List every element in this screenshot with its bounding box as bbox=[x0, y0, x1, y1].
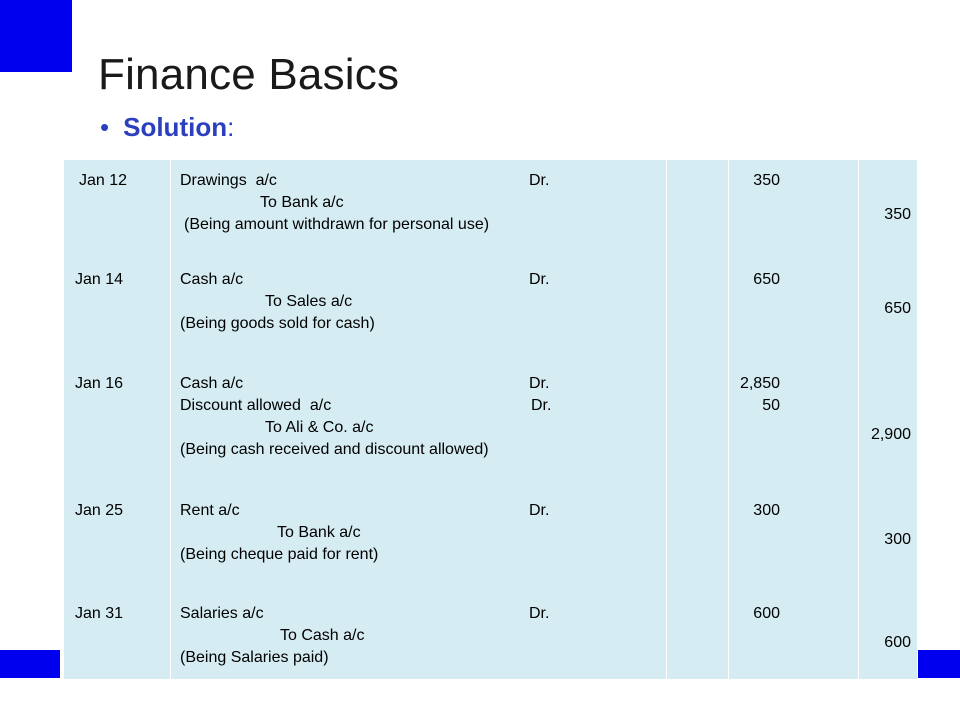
debit-amount: 50 bbox=[762, 397, 780, 414]
entry-date-text: Jan 25 bbox=[75, 502, 124, 519]
credit-account: To Bank a/c bbox=[277, 524, 361, 541]
entry-date-text: Jan 14 bbox=[75, 271, 124, 288]
debit-amount: 350 bbox=[753, 172, 780, 189]
bullet-dot-icon: • bbox=[100, 112, 110, 142]
dr-marker: Dr. bbox=[531, 397, 552, 414]
entry-date bbox=[64, 269, 171, 291]
dr-marker: Dr. bbox=[529, 502, 550, 519]
narration: (Being Salaries paid) bbox=[180, 649, 329, 666]
debit-amount: 2,850 bbox=[739, 375, 780, 392]
debit-account-line bbox=[180, 170, 550, 192]
entry-particulars bbox=[180, 373, 552, 461]
debit-amount: 300 bbox=[753, 502, 780, 519]
credit-amount: 350 bbox=[884, 206, 911, 223]
entry-date bbox=[64, 500, 171, 522]
debit-account-line bbox=[180, 395, 552, 417]
accent-block-top bbox=[0, 0, 72, 72]
entry-particulars bbox=[180, 603, 550, 669]
credit-account: To Ali & Co. a/c bbox=[265, 419, 374, 436]
credit-amount: 2,900 bbox=[870, 426, 911, 443]
accent-bar-right bbox=[918, 650, 960, 678]
entry-particulars bbox=[180, 269, 550, 335]
narration: (Being goods sold for cash) bbox=[180, 315, 375, 332]
debit-account: Cash a/c bbox=[180, 375, 244, 392]
debit-amount: 650 bbox=[753, 271, 780, 288]
debit-account-line bbox=[180, 373, 550, 395]
narration: (Being amount withdrawn for personal use) bbox=[184, 216, 490, 233]
debit-account: Discount allowed a/c bbox=[180, 397, 332, 414]
dr-marker: Dr. bbox=[529, 605, 550, 622]
debit-amount: 600 bbox=[753, 605, 780, 622]
column-date bbox=[64, 160, 171, 679]
credit-amount: 300 bbox=[884, 531, 911, 548]
debit-account: Rent a/c bbox=[180, 502, 240, 519]
credit-account: To Cash a/c bbox=[280, 627, 365, 644]
dr-marker: Dr. bbox=[529, 375, 550, 392]
debit-account: Drawings a/c bbox=[180, 172, 277, 189]
entry-date-text: Jan 31 bbox=[75, 605, 124, 622]
narration: (Being cash received and discount allowed) bbox=[180, 441, 489, 458]
debit-account: Cash a/c bbox=[180, 271, 244, 288]
debit-account-line bbox=[180, 269, 550, 291]
dr-marker: Dr. bbox=[529, 271, 550, 288]
column-ledger-folio bbox=[667, 160, 729, 679]
entry-date bbox=[64, 603, 171, 625]
entry-particulars bbox=[180, 500, 550, 566]
debit-account: Salaries a/c bbox=[180, 605, 264, 622]
journal-table bbox=[63, 159, 918, 680]
entry-particulars bbox=[180, 170, 550, 236]
slide-title: Finance Basics bbox=[98, 50, 400, 99]
entry-date-text: Jan 12 bbox=[79, 172, 128, 189]
bullet-solution bbox=[100, 112, 234, 143]
bullet-colon: : bbox=[227, 112, 235, 142]
column-credit bbox=[859, 160, 919, 679]
narration: (Being cheque paid for rent) bbox=[180, 546, 379, 563]
accent-bar-left bbox=[0, 650, 60, 678]
credit-amount: 650 bbox=[884, 300, 911, 317]
entry-date-text: Jan 16 bbox=[75, 375, 124, 392]
entry-date bbox=[64, 373, 171, 395]
credit-account: To Sales a/c bbox=[265, 293, 353, 310]
entry-date bbox=[64, 170, 171, 192]
column-debit bbox=[729, 160, 859, 679]
bullet-label: Solution bbox=[123, 112, 228, 142]
debit-account-line bbox=[180, 500, 550, 522]
credit-amount: 600 bbox=[884, 634, 911, 651]
dr-marker: Dr. bbox=[529, 172, 550, 189]
debit-account-line bbox=[180, 603, 550, 625]
credit-account: To Bank a/c bbox=[260, 194, 344, 211]
